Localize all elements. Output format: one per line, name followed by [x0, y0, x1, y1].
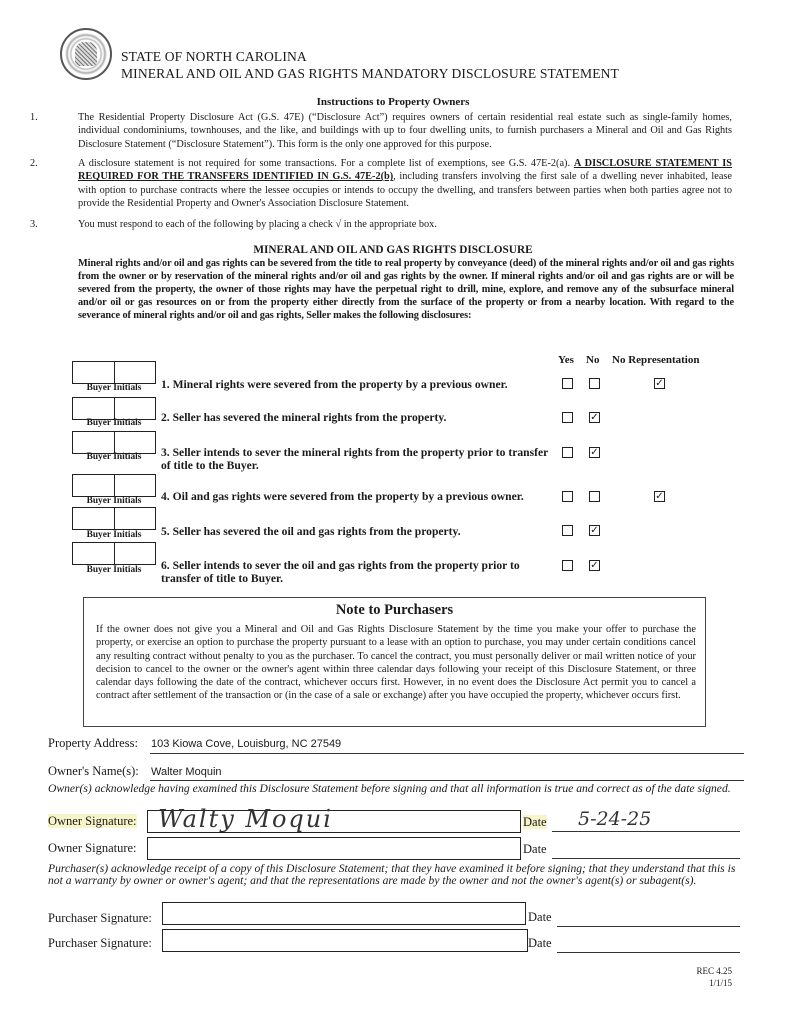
buyer-initials-cell-2[interactable] — [115, 432, 156, 453]
disclosure-item-text: 4. Oil and gas rights were severed from the property by a previous owner. — [161, 490, 524, 503]
owner-signature-1-label-text: Owner Signature: — [48, 814, 137, 828]
owner-signature-1-box[interactable] — [147, 805, 521, 833]
property-address-line — [150, 753, 744, 754]
disclosure-title: MINERAL AND OIL AND GAS RIGHTS DISCLOSURE — [253, 244, 533, 256]
buyer-initials-cell-1[interactable] — [73, 543, 115, 564]
disclosure-item-text: 5. Seller has severed the oil and gas rights from the property. — [161, 525, 461, 538]
owner-date-2-label: Date — [523, 842, 547, 856]
checkbox-no[interactable] — [589, 491, 600, 502]
disclosure-item-text: 1. Mineral rights were severed from the property by a previous owner. — [161, 378, 508, 391]
purchaser-date-1-line[interactable] — [557, 926, 740, 927]
buyer-initials-box[interactable] — [72, 431, 156, 454]
buyer-initials-label: Buyer Initials — [86, 496, 142, 506]
buyer-initials-cell-1[interactable] — [73, 508, 115, 529]
checkbox-yes[interactable] — [562, 525, 573, 536]
buyer-initials-cell-1[interactable] — [73, 432, 115, 453]
owner-date-1-value[interactable]: 5-24-25 — [578, 808, 652, 830]
owner-name-line — [150, 780, 744, 781]
buyer-initials-cell-1[interactable] — [73, 475, 115, 496]
disclosure-item-text: 2. Seller has severed the mineral rights from the property. — [161, 411, 447, 424]
instruction-1-text: The Residential Property Disclosure Act (G.S. 47E) (“Disclosure Act”) requires owners of certain residential real estate such as single-family homes, individual condominiums, townhouses, and the like, and buildings with up to four dwelling units, to furnish purchasers a Mineral and Oil and Gas Rights Disclosure Statement (“Disclosure Statement”). This form is the only one approved for this purpose. — [78, 112, 732, 150]
state-title: STATE OF NORTH CAROLINA — [121, 49, 307, 64]
nc-state-seal-icon — [60, 28, 112, 80]
disclosure-item-text: 6. Seller intends to sever the oil and gas rights from the property prior to transfer of title to Buyer. — [161, 559, 520, 585]
purchaser-signature-1-box[interactable] — [162, 902, 526, 925]
checkbox-no-rep[interactable]: ✓ — [655, 378, 664, 389]
owner-acknowledgement: Owner(s) acknowledge having examined this Disclosure Statement before signing and that all information is true and correct as of the date signed. — [48, 782, 731, 795]
purchaser-date-1-label: Date — [528, 910, 552, 924]
disclosure-item-text: 3. Seller intends to sever the mineral rights from the property prior to transfer of title to the Buyer. — [161, 446, 549, 472]
buyer-initials-label: Buyer Initials — [86, 452, 142, 462]
buyer-initials-box[interactable] — [72, 397, 156, 420]
buyer-initials-box[interactable] — [72, 474, 156, 497]
owner-signature-label-2: Owner Signature: — [48, 841, 137, 855]
checkbox-no[interactable]: ✓ — [590, 412, 599, 423]
instruction-2-number: 2. — [30, 158, 38, 169]
property-address-label: Property Address: — [48, 736, 138, 750]
checkbox-yes[interactable] — [562, 560, 573, 571]
instructions-title: Instructions to Property Owners — [316, 96, 470, 108]
buyer-initials-box[interactable] — [72, 361, 156, 384]
checkbox-yes[interactable] — [562, 491, 573, 502]
owner-signature-1-value: Walty Moqui — [158, 805, 333, 833]
purchaser-signature-2-box[interactable] — [162, 929, 528, 952]
owner-name-value[interactable]: Walter Moquin — [151, 766, 222, 778]
buyer-initials-box[interactable] — [72, 507, 156, 530]
checkbox-no[interactable]: ✓ — [590, 447, 599, 458]
owner-date-1-label-text: Date — [523, 815, 547, 829]
owner-date-1-label — [523, 815, 547, 830]
checkbox-no[interactable]: ✓ — [590, 525, 599, 536]
owner-date-2-line[interactable] — [552, 858, 740, 859]
form-code: REC 4.25 — [696, 966, 732, 976]
purchaser-date-2-label: Date — [528, 936, 552, 950]
column-yes: Yes — [558, 354, 574, 366]
checkbox-yes[interactable] — [562, 378, 573, 389]
owner-name-label: Owner's Name(s): — [48, 764, 139, 778]
checkbox-no[interactable]: ✓ — [590, 560, 599, 571]
instruction-3-number: 3. — [30, 219, 38, 230]
instruction-2-required-notice: A DISCLOSURE STATEMENT IS REQUIRED FOR THE TRANSFERS IDENTIFIED IN G.S. 47E-2(b) — [78, 158, 732, 183]
buyer-initials-cell-1[interactable] — [73, 362, 115, 383]
purchaser-acknowledgement: Purchaser(s) acknowledge receipt of a copy of this Disclosure Statement; that they have examined it before signing; that they understand that this is not a warranty by owner or owner's agent; and that the representations are made by the owner and not the owner's agent(s) or subagent(s). — [48, 862, 736, 888]
buyer-initials-label: Buyer Initials — [86, 383, 142, 393]
instruction-2-part-c: , including transfers involving the first sale of a dwelling never inhabited, lease with option to purchase contracts where the lessee occupies or intends to occupy the dwelling, and transfers between parties when both parties agree not to provide the Residential Property and Owner's Association Disclosure Statement. — [78, 171, 732, 210]
buyer-initials-cell-2[interactable] — [115, 543, 156, 564]
disclosure-text: Mineral rights and/or oil and gas rights can be severed from the title to real property by conveyance (deed) of the mineral rights and/or oil and gas rights from the owner or by reservation of the mineral rights and/or oil and gas rights by the owner. If mineral rights and/or oil and gas rights are or will be severed from the property, the owner of those rights may have the perpetual right to drill, mine, explore, and remove any of the subsurface mineral and/or oil or gas resources on or from the property either directly from the surface of the property or from a nearby location. With regard to the severance of mineral rights and/or oil and gas rights, Seller makes the following disclosures: — [78, 258, 734, 321]
buyer-initials-cell-1[interactable] — [73, 398, 115, 419]
buyer-initials-label: Buyer Initials — [86, 418, 142, 428]
buyer-initials-label: Buyer Initials — [86, 565, 142, 575]
form-title: MINERAL AND OIL AND GAS RIGHTS MANDATORY DISCLOSURE STATEMENT — [121, 66, 619, 81]
property-address-value[interactable]: 103 Kiowa Cove, Louisburg, NC 27549 — [151, 738, 342, 750]
column-no: No — [586, 354, 600, 366]
owner-signature-label-1 — [48, 814, 137, 829]
purchaser-signature-label-1: Purchaser Signature: — [48, 911, 152, 925]
purchaser-date-2-line[interactable] — [557, 952, 740, 953]
owner-signature-2-box[interactable] — [147, 837, 521, 860]
buyer-initials-cell-2[interactable] — [115, 475, 156, 496]
instruction-2-part-a: A disclosure statement is not required for some transactions. For a complete list of exemptions, see G.S. 47E-2(a). — [78, 158, 574, 169]
owner-date-1-line — [552, 831, 740, 832]
checkbox-no-rep[interactable]: ✓ — [655, 491, 664, 502]
instruction-1-number: 1. — [30, 112, 38, 123]
column-no-representation: No Representation — [612, 354, 700, 366]
buyer-initials-label: Buyer Initials — [86, 530, 142, 540]
buyer-initials-box[interactable] — [72, 542, 156, 565]
checkbox-yes[interactable] — [562, 447, 573, 458]
checkbox-yes[interactable] — [562, 412, 573, 423]
form-date: 1/1/15 — [708, 978, 732, 988]
instruction-2-text — [78, 157, 732, 211]
buyer-initials-cell-2[interactable] — [115, 508, 156, 529]
checkbox-no[interactable] — [589, 378, 600, 389]
note-text: If the owner does not give you a Mineral and Oil and Gas Rights Disclosure Statement by the time you make your offer to purchase the property, or exercise an option to purchase the property pursuant to a lease with an option to purchase, you may under certain conditions cancel any resulting contract without penalty to you as the purchaser. To cancel the contract, you must personally deliver or mail written notice of your decision to cancel to the owner or the owner's agent within three calendar days following your receipt of this Disclosure Statement, or three calendar days following the date of the contract, whichever occurs first. However, in no event does the Disclosure Act permit you to cancel a contract after settlement of the transaction or (in the case of a sale or exchange) after you have occupied the property, whichever occurs first. — [96, 624, 696, 702]
instruction-3-text: You must respond to each of the following by placing a check √ in the appropriate box. — [78, 219, 437, 230]
purchaser-signature-label-2: Purchaser Signature: — [48, 936, 152, 950]
note-title: Note to Purchasers — [335, 602, 454, 618]
buyer-initials-cell-2[interactable] — [115, 362, 156, 383]
buyer-initials-cell-2[interactable] — [115, 398, 156, 419]
